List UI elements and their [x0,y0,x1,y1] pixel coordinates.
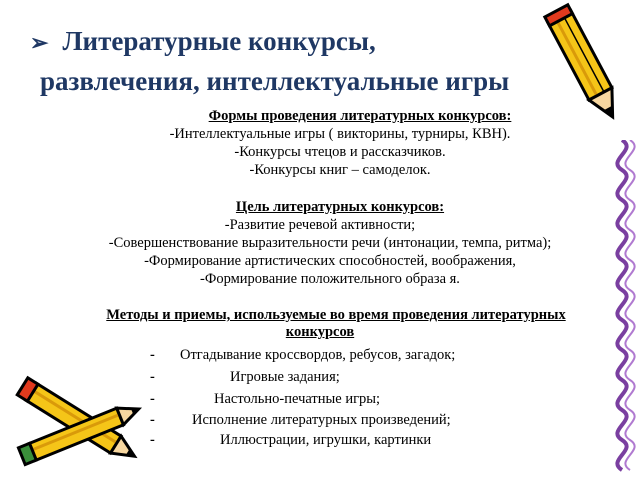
arrow-bullet-icon: ➢ [30,30,49,55]
wavy-border-decoration [604,140,640,480]
goal-item-1: -Развитие речевой активности; [224,217,416,233]
goal-heading: Цель литературных конкурсов: [235,199,445,215]
dash-bullet-icon: - [150,347,155,363]
goal-item-3: -Формирование артистических способностей, воображения, [144,253,516,269]
title-line-1 [30,26,376,57]
goal-item-4: -Формирование положительного образа я. [200,271,460,287]
pencils-bottom-left-icon [0,370,150,480]
slide: ➢ Литературные конкурсы, развлечения, интеллектуальные игры Формы проведения литературных конкурсов: -Интеллектуальные игры ( викторины, турниры, КВН). -Конкурсы чтецов и рассказчиков. -Конкурсы книг – самоделок. Цель литературных конкурсов: -Развитие речевой активности; -Совершенствование выразительности речи (интонации, темпа, ритма); -Формирование артистических способностей, воображения, -Формирование положительного образа я. Методы и приемы, используемые во время проведения литературных конкурсов - Отгадывание кроссвордов, ребусов, загадок; - Игровые задания; - Настольно-печатные игры; - Исполнение литературных произведений; - Иллюстрации, игрушки, картинки [0,0,640,480]
dash-bullet-icon: - [150,432,155,448]
methods-heading-line-1: Методы и приемы, используемые во время проведения литературных [106,307,566,323]
pencil-top-right-icon [535,2,635,132]
dash-bullet-icon: - [150,391,155,407]
dash-bullet-icon: - [150,412,155,428]
goal-item-2: -Совершенствование выразительности речи (интонации, темпа, ритма); [108,235,552,251]
forms-item-3: -Конкурсы книг – самоделок. [249,162,431,178]
methods-heading-line-2: конкурсов [285,324,355,340]
title-text-1: Литературные конкурсы, [62,26,376,56]
forms-item-2: -Конкурсы чтецов и рассказчиков. [234,144,446,160]
forms-item-1: -Интеллектуальные игры ( викторины, турниры, КВН). [169,126,511,142]
dash-bullet-icon: - [150,369,155,385]
title-line-2: развлечения, интеллектуальные игры [40,66,510,96]
forms-heading: Формы проведения литературных конкурсов: [208,108,512,124]
